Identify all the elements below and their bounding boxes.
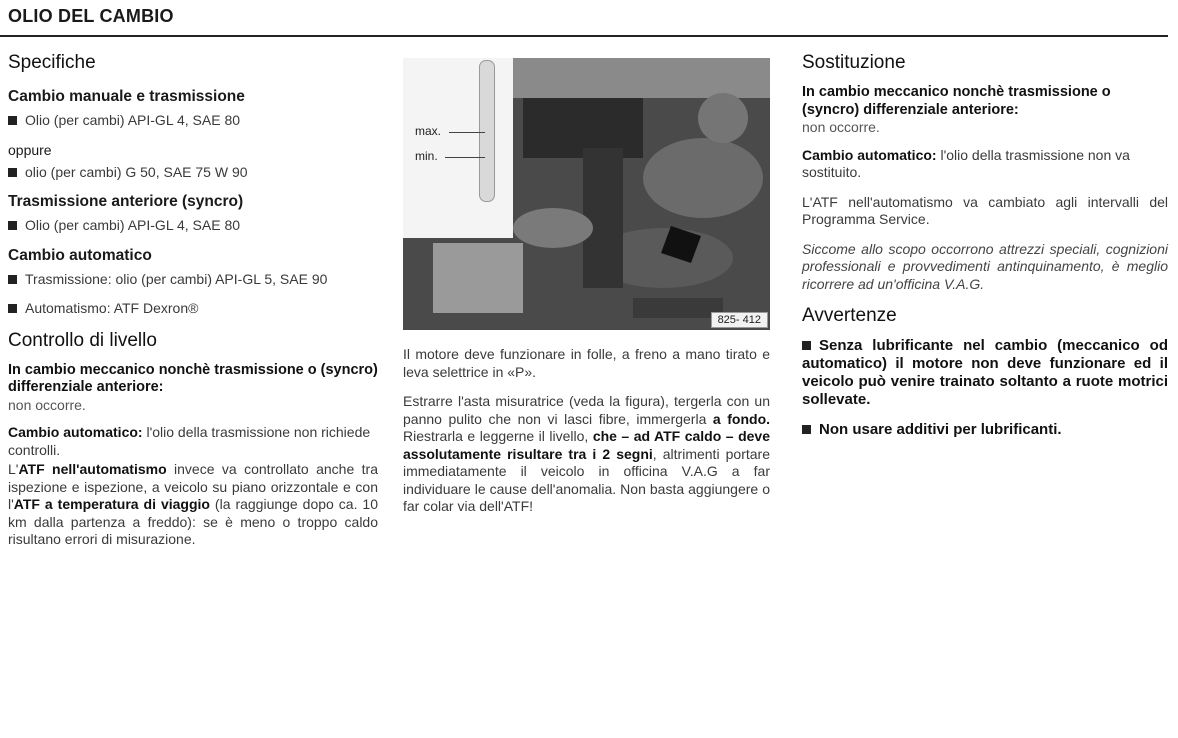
column-right (802, 52, 1168, 451)
level-note: non occorre. (8, 396, 86, 413)
warning-additives: Non usare additivi per lubrificanti. (802, 421, 1168, 439)
header-rule (0, 35, 1168, 37)
auto-check-label: Cambio automatico: (8, 424, 143, 440)
front-heading: Trasmissione anteriore (syncro) (8, 193, 244, 210)
auto-check-text: l'olio della trasmissione non richiede controlli. (8, 424, 371, 458)
column-middle (403, 58, 770, 528)
level-lead: In cambio meccanico nonchè trasmissione o (syncro) differenziale anteriore: (8, 361, 378, 395)
auto-transmission-item: Trasmissione: olio (per cambi) API-GL 5, SAE 90 (8, 271, 378, 289)
atf-check-paragraph: L'ATF nell'automatismo invece va controllato anche tra ispezione e ispezione, a veicolo su piano orizzontale e con l'ATF a temperatura di viaggio (la raggiunge dopo ca. 10 km dalla partenza a freddo): se è meno o troppo caldo risultano errori di misurazione. (8, 461, 378, 547)
dipstick-panel (403, 58, 513, 238)
column-left (8, 52, 378, 561)
specs-heading: Specifiche (8, 52, 96, 73)
dipstick (479, 60, 495, 202)
auto-replacement-text: l'olio della trasmissione non va sostituito. (802, 146, 1130, 180)
max-label: max. (415, 124, 442, 138)
replacement-heading: Sostituzione (802, 52, 906, 73)
level-heading: Controllo di livello (8, 329, 157, 351)
auto-check-paragraph (8, 424, 378, 459)
manual-oil-alt-item: olio (per cambi) G 50, SAE 75 W 90 (8, 164, 378, 182)
engine-idle-paragraph: Il motore deve funzionare in folle, a freno a mano tirato e leva selettrice in «P». (403, 346, 770, 380)
front-oil-item: Olio (per cambi) API-GL 4, SAE 80 (8, 217, 378, 235)
min-label: min. (415, 149, 438, 163)
auto-atf-item: Automatismo: ATF Dexron® (8, 300, 378, 318)
replacement-note: non occorre. (802, 119, 880, 135)
warning-towing: Senza lubrificante nel cambio (meccanico od automatico) il motore non deve funzionare ed il veicolo può venire trainato soltanto a ruote motrici sollevate. (802, 337, 1168, 408)
manual-oil-item: Olio (per cambi) API-GL 4, SAE 80 (8, 112, 378, 130)
workshop-advice-paragraph: Siccome allo scopo occorrono attrezzi speciali, cognizioni professionali e provvedimenti antinquinamento, è meglio ricorrere ad un'officina V.A.G. (802, 240, 1168, 292)
min-marker (445, 157, 485, 158)
or-label: oppure (8, 141, 52, 158)
dipstick-procedure-paragraph: Estrarre l'asta misuratrice (veda la figura), tergerla con un panno pulito che non vi lasci fibre, immergerla a fondo. Riestrarla e leggerne il livello, che – ad ATF caldo – deve assolutamente risultare tra i 2 segni, altrimenti portare immediatamente il veicolo in officina V.A.G a far individuare le cause dell'anomalia. Non basta aggiungere o far colar via dell'ATF! (403, 393, 771, 514)
auto-replacement-paragraph (802, 147, 1168, 182)
figure-reference: 825- 412 (711, 312, 768, 328)
max-marker (449, 132, 485, 133)
replacement-lead: In cambio meccanico nonchè trasmissione o (syncro) differenziale anteriore: (802, 84, 1111, 118)
atf-interval-paragraph: L'ATF nell'automatismo va cambiato agli intervalli del Programma Service. (802, 193, 1168, 227)
page-title: OLIO DEL CAMBIO (8, 6, 174, 26)
warnings-heading: Avvertenze (802, 305, 897, 326)
manual-heading: Cambio manuale e trasmissione (8, 88, 245, 105)
auto-replacement-label: Cambio automatico: (802, 146, 937, 163)
dipstick-photo (403, 58, 770, 330)
auto-heading: Cambio automatico (8, 246, 152, 264)
